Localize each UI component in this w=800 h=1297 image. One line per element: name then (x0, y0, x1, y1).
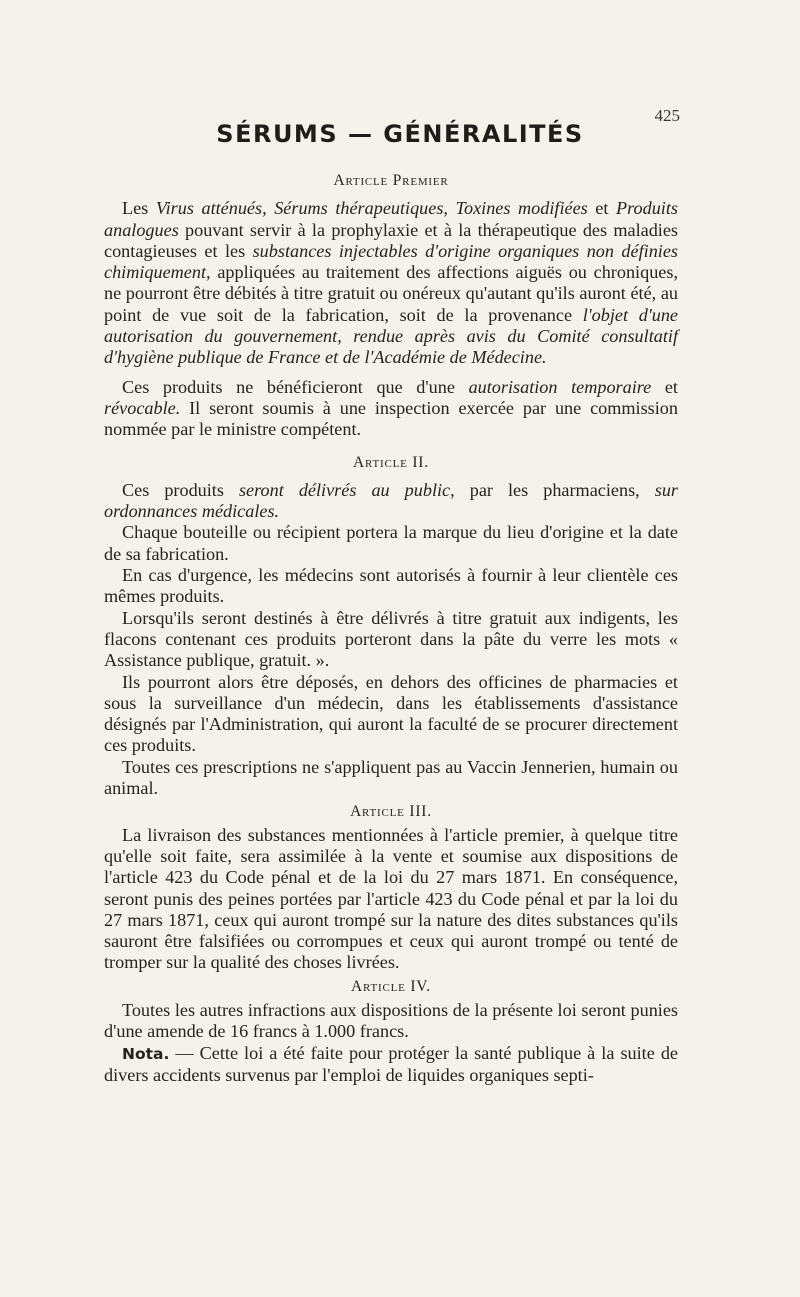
article-4-paragraph-1: Toutes les autres infractions aux dispositions de la présente loi seront punies d'une amende de 16 francs à 1.000 francs. (104, 999, 678, 1042)
article-2-paragraph-6: Toutes ces prescriptions ne s'appliquent pas au Vaccin Jennerien, humain ou animal. (104, 756, 678, 799)
article-2-heading: Article II. (353, 453, 429, 471)
article-1-paragraph-1: Les Virus atténués, Sérums thérapeutiques, Toxines modifiées et Produits analogues pouvant servir à la prophylaxie et à la thérapeutique des maladies contagieuses et les substances injectables d'origine organiques non définies chimiquement, appliquées au traitement des affections aiguës ou chroniques, ne pourront être débités à titre gratuit ou onéreux qu'autant qu'ils auront été, au point de vue soit de la fabrication, soit de la provenance l'objet d'une autorisation du gouvernement, rendue après avis du Comité consultatif d'hygiène publique de France et de l'Académie de Médecine. (104, 198, 678, 368)
text-column (104, 170, 678, 1086)
nota-paragraph (104, 1043, 678, 1087)
article-2-paragraph-2: Chaque bouteille ou récipient portera la marque du lieu d'origine et la date de sa fabrication. (104, 522, 678, 564)
article-4-heading: Article IV. (351, 977, 431, 995)
article-2-paragraph-5: Ils pourront alors être déposés, en dehors des officines de pharmacies et sous la surveillance d'un médecin, dans les établissements d'assistance désignés par l'Administration, qui auront la faculté de se procurer directement ces produits. (104, 671, 678, 756)
article-1-paragraph-2: Ces produits ne bénéficieront que d'une autorisation temporaire et révocable. Il seront soumis à une inspection exercée par une commission nommée par le ministre compétent. (104, 376, 678, 440)
article-2-paragraph-1: Ces produits seront délivrés au public, par les pharmaciens, sur ordonnances médicales. (104, 479, 678, 522)
article-3-heading: Article III. (350, 803, 432, 821)
article-2-paragraph-3: En cas d'urgence, les médecins sont autorisés à fournir à leur clientèle ces mêmes produits. (104, 565, 678, 607)
page-title: SÉRUMS — GÉNÉRALITÉS (216, 120, 584, 148)
article-3-paragraph-1: La livraison des substances mentionnées à l'article premier, à quelque titre qu'elle soit faite, sera assimilée à la vente et soumise aux dispositions de l'article 423 du Code pénal et de la loi du 27 mars 1871. En conséquence, seront punis des peines portées par l'article 423 du Code pénal et par la loi du 27 mars 1871, ceux qui auront trompé sur la nature des dites substances qu'ils sauront être falsifiées ou corrompues et ceux qui auront trompé ou tenté de tromper sur la qualité des choses livrées. (104, 824, 678, 973)
page-number: 425 (654, 106, 680, 125)
nota-text: — Cette loi a été faite pour protéger la santé publique à la suite de divers accidents survenus par l'emploi de liquides organiques septi- (104, 1042, 678, 1085)
article-2-paragraph-4: Lorsqu'ils seront destinés à être délivrés à titre gratuit aux indigents, les flacons contenant ces produits porteront dans la pâte du verre les mots « Assistance publique, gratuit. ». (104, 607, 678, 671)
article-1-heading: Article Premier (333, 172, 449, 189)
nota-label: Nota. (122, 1044, 170, 1063)
